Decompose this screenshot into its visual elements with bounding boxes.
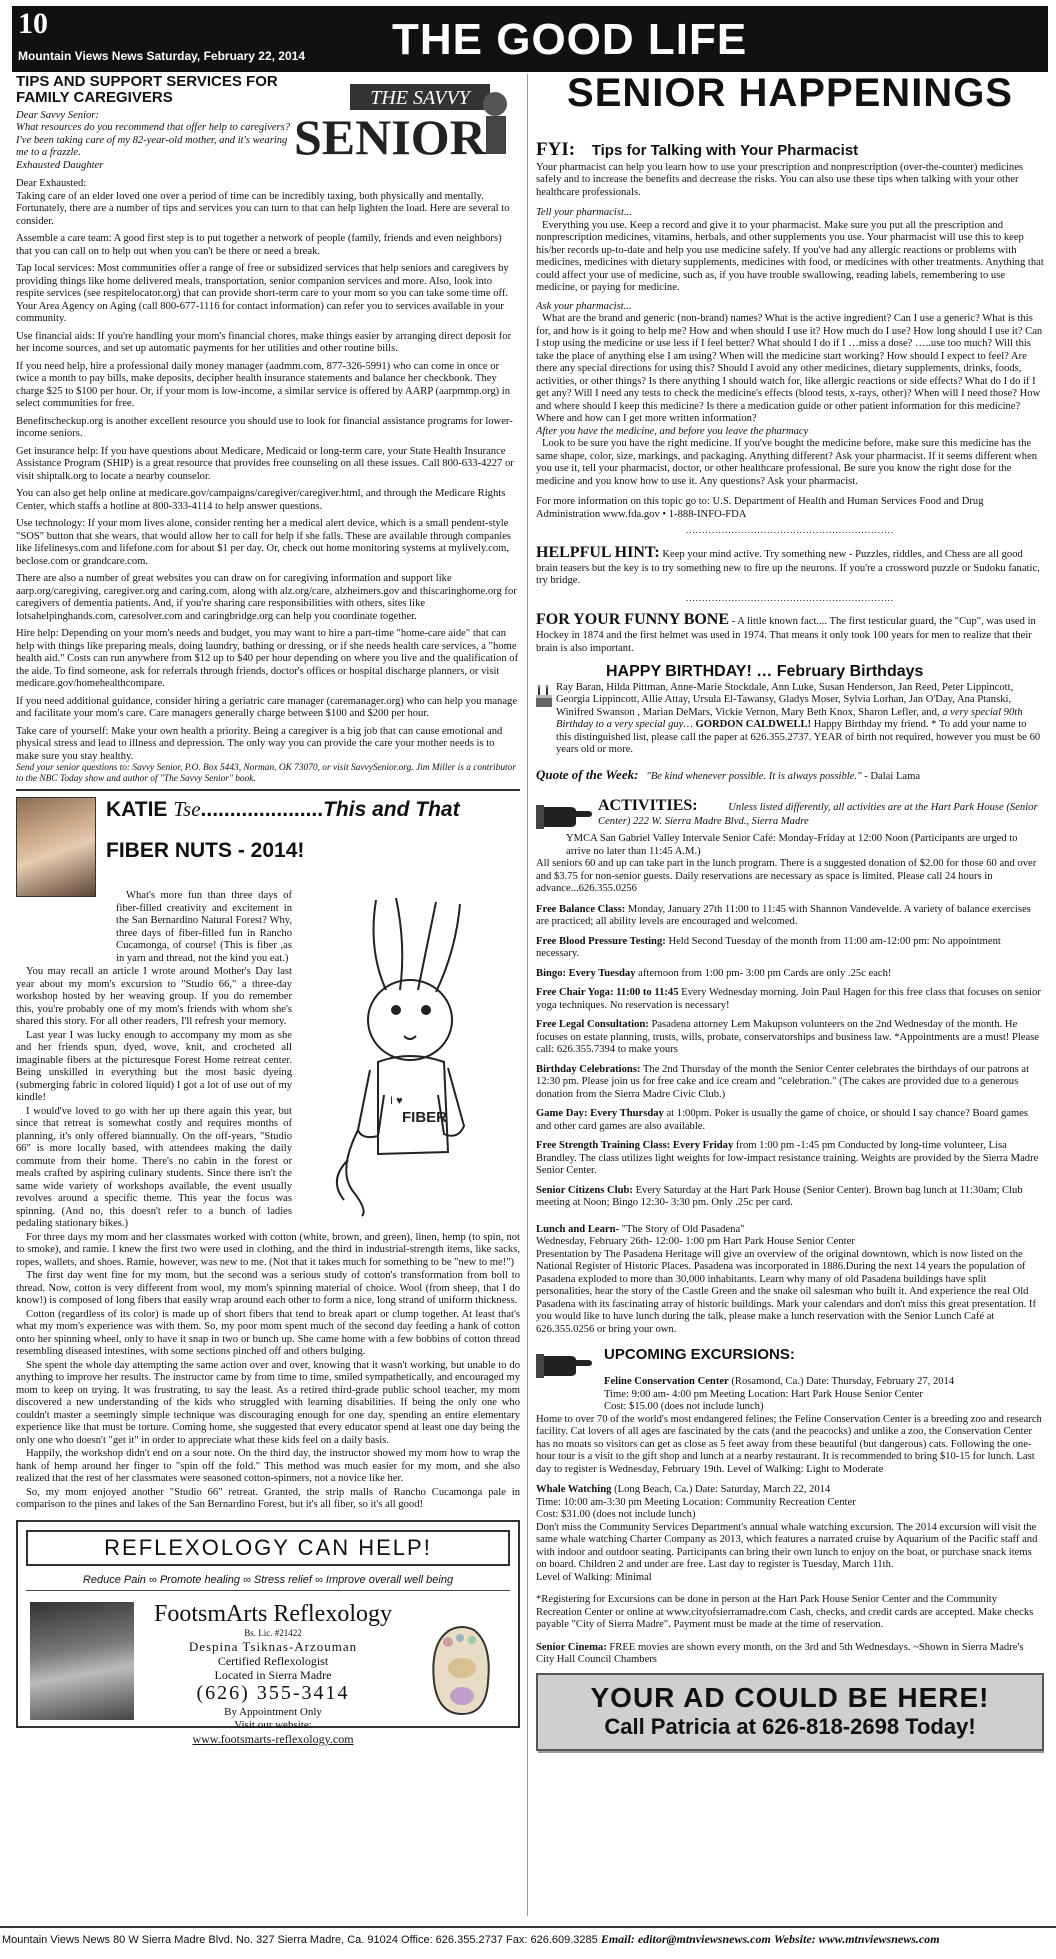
reflexologist-photo: [30, 1602, 134, 1720]
activities-note: Unless listed differently, all activities are at the Hart Park House (Senior Center) 222 W. Sierra Madre Blvd., Sierra Madre: [598, 802, 1038, 828]
location: Located in Sierra Madre: [214, 1668, 332, 1683]
quote-label: Quote of the Week:: [536, 766, 639, 782]
activities-header: [536, 797, 1044, 833]
page-number: 10: [18, 7, 48, 40]
author-tagline: Send your senior questions to: Savvy Senior, P.O. Box 5443, Norman, OK 73070, or visit SavvySenior.org. Jim Miller is a contributor to the NBC Today show and author of "The Savvy Senior" book.: [16, 763, 516, 785]
whale-label: Whale Watching: [536, 1484, 612, 1496]
whale-head: (Long Beach, Ca.) Date: Saturday, March 22, 2014 Time: 10:00 am-3:30 pm Meeting Location: Community Recreation Center Cost: $31.00 (does not include lunch): [536, 1484, 856, 1521]
paragraph: Take care of yourself: Make your own health a priority. Being a caregiver is a big job that can cause emotional and physical stress and lead to illness and depression. The only way you can provide the care your mother needs is to make sure you stay healthy.: [16, 725, 503, 762]
quote-text: "Be kind whenever possible. It is always possible.": [646, 770, 862, 782]
paragraph: Use financial aids: If you're handling your mom's financial chores, make things easier by arranging direct deposit for her income sources, and set up automatic payments for her utilities and other routine bills.: [16, 330, 512, 354]
hint-label: HELPFUL HINT:: [536, 543, 660, 561]
activity-item: [536, 987, 1044, 1012]
article-headline: FIBER NUTS - 2014!: [106, 839, 305, 863]
savvy-senior-article: [16, 74, 520, 785]
reflexology-ad[interactable]: [16, 1520, 520, 1746]
paragraph: You can also get help online at medicare.gov/campaigns/caregiver/caregiver.html, and through the Medicare Rights Center, which staffs a hotline at 800-333-4114 to help answer questions.: [16, 488, 506, 512]
svg-text:I ♥: I ♥: [390, 1095, 403, 1108]
column-divider: [527, 74, 528, 1916]
katie-article: [16, 795, 520, 1512]
activity-item: [536, 968, 1044, 981]
activity-label: Free Strength Training Class: Every Friday: [536, 1140, 734, 1152]
footer-rule: [0, 1926, 1056, 1928]
after-text: Look to be sure you have the right medicine. If you've bought the medicine before, make sure this medicine has the same shape, color, size, markings, and packaging. Anything different? Ask your pharmacist. If it seems different when you use it, tell your pharmacist, doctor, or other healthcare professional. Be sure you know the right dose for the medicine and you know how to use it. Any questions? Ask your pharmacist.: [536, 438, 1038, 487]
license-number: Bs. Lic. #21422: [244, 1628, 302, 1638]
tell-text: Everything you use. Keep a record and give it to your pharmacist. Make sure you put all the prescription and nonprescription medicines, vitamins, herbals, and other supplements you use. Your pharmacist will use this to keep his/her records up-to-date and help you use medicine safely. If you've had any allergic reactions or problems with medicines, medicines with dietary supplements, medicines with food, or medicines with other treatments. Anything that could affect your use of medicine, such as, if you have trouble swallowing, reading labels, remembering to use medicine, or paying for medicine.: [536, 219, 1044, 294]
divider: [16, 789, 520, 791]
cinema-text: FREE movies are shown every month, on the 3rd and 5th Wednesdays. ~Shown in Sierra Madre's City Hall Council Chambers: [536, 1641, 1024, 1666]
paragraph: I would've loved to go with her up there again this year, but since that retreat is somewhat costly and requires months of planning, it's only offered biannually. On the off-years, "Studio 66" is more locally based, with attendees making the daily commute from their home. There's no cabin in the forest or meals crafted by aspiring culinary students. Since there isn't the same wide variety of workshops available, the event usually revolves around a specific theme. This year the focus was spinning. (And no, this doesn't refer to a bunch of ladies pedaling stationary bikes.): [16, 1105, 292, 1230]
excursions-header: [536, 1346, 1044, 1376]
author-name: KATIE: [106, 798, 168, 822]
more-info: For more information on this topic go to: U.S. Department of Health and Human Services Food and Drug Administration www.fda.gov • 1-888-INFO-FDA: [536, 496, 984, 520]
activity-label: Senior Citizens Club:: [536, 1184, 633, 1196]
title-dots: .....................: [200, 798, 324, 822]
ad-tagline: Reduce Pain ∞ Promote healing ∞ Stress relief ∞ Improve overall well being: [26, 1574, 510, 1591]
ad-website-link[interactable]: www.footsmarts-reflexology.com: [192, 1731, 354, 1746]
activity-item: [536, 936, 1044, 961]
paragraph: You may recall an article I wrote around Mother's Day last year about my mom's excursion to "Studio 66," a three-day workshop hosted by her weaving group. If you do remember this, you're probably one of my mom's friends with whom she's shared this story. For all other readers, I'll refresh your memory.: [16, 966, 292, 1028]
senior-cinema: [536, 1642, 1044, 1667]
ymca-details: All seniors 60 and up can take part in the lunch program. There is a suggested donation of $2.00 for those 60 and over and $3.75 for non-senior guests. Daily reservations are necessary as space is limited. Please call 24 hours in advance...626.355.0256: [536, 858, 1037, 895]
practitioner-name: Despina Tsiknas-Arzouman: [188, 1638, 358, 1654]
activity-text: Every Wednesday morning. Join Paul Hagen for this free class that focuses on senior yoga techniques. No reservation is necessary!: [536, 987, 1041, 1011]
helpful-hint: [536, 544, 1044, 588]
birthday-cake-icon: [536, 683, 554, 709]
logo-top-text: THE SAVVY: [370, 87, 470, 109]
birthday-note: Happy Birthday my friend. * To add your name to this distinguished list, please call the paper at 626.355.2737. YEAR of birth not required, however you must be 60 years old or more.: [556, 719, 1041, 756]
whale-header: [536, 1484, 1044, 1522]
activity-text: Every Saturday at the Hart Park House (Senior Center). Brown bag lunch at 11:30am; Club meeting at Noon; Bingo 12:30- 3:30 pm. Only .25c per card.: [536, 1184, 1023, 1209]
letter-line: What resources do you recommend that offer help to caregivers? I've been taking care of my 82-year-old mother, and it's wearing me to a frazzle.: [16, 122, 291, 158]
ymca-cafe: YMCA San Gabriel Valley Intervale Senior Café: Monday-Friday at 12:00 Noon (Participants are urged to arrive no later than 11:45 A.M.): [566, 833, 1018, 857]
author-photo: [16, 797, 96, 897]
ad-phone: (626) 355-3414: [196, 1682, 350, 1705]
quote-author: - Dalai Lama: [864, 770, 921, 782]
birthday-names: Ray Baran, Hilda Pittman, Anne-Marie Stockdale, Ann Luke, Susan Henderson, Jan Reed, Peter Lippincott, Georgia Lippincott, Allie Attay, Ursula El-Tawansy, Gladys Moser, Sylvia Lorhan, Jan O'Day, Ana Ptanski, Winifred Swanson , Marian DeMars, Vickie Vernon, Mary Beth Knox, Sharon Lefler, and,: [556, 681, 1014, 718]
lunch-label: Lunch and Learn-: [536, 1223, 620, 1235]
funny-label: FOR YOUR FUNNY BONE: [536, 611, 730, 629]
shirt-text: FIBER: [402, 1109, 447, 1127]
activity-label: Free Balance Class:: [536, 903, 626, 915]
reader-letter: [16, 110, 296, 173]
right-column: [536, 70, 1044, 1920]
logo-bottom-text: SENIOR: [294, 109, 486, 162]
lunch-text: "The Story of Old Pasadena" Wednesday, February 26th- 12:00- 1:00 pm Hart Park House Senior Center Presentation by The Pasadena Heritage will give an overview of the original downtown, which is now listed on the National Register of Historic Places. Pasadena was incorporated in 1886.During the next 14 years the population of Pasadena exploded to more than 30,000 inhabitants. Learn why many of old Pasadena buildings have split personalities, hear the story of the Castle Green and the snake oil salesman who built it. And experience the real Old Pasadena with its fascinating array of historic buildings. Mark your calendars and don't miss this great presentation. If you would like to have lunch during the talk, please make a lunch reservation with the Senior Lunch Café at 626.355.0256 or bring your own.: [536, 1223, 1036, 1335]
paragraph: She spent the whole day attempting the same action over and over, knowing that it wasn't working, but unable to do anything to improve her results. The instructor came by from time to time, smiled sympathetically, and encouraged my mom to keep on trying. It was frustrating, to say the least. As a retired third-grade public school teacher, my mom discovered a new understanding of the kids who struggled with learning disabilities. If being the only one who couldn't master a seemingly simple technique was discouraging enough for one day, spending an entire elementary experience like that must be torture. Coming home, she suggested that every educator spend at least one day being the only one who doesn't "get it" in order to appreciate what these kids feel on a daily basis.: [16, 1359, 520, 1446]
cinema-label: Senior Cinema:: [536, 1641, 607, 1653]
activity-text: Pasadena attorney Lem Makupson volunteers on the 2nd Wednesday of the month. He focuses on estate planning, trusts, wills, probate, conservatorships and business law. *Appointments are a must! Please call: 626.355.7394 to make yours: [536, 1019, 1040, 1056]
excursions-title: UPCOMING EXCURSIONS:: [604, 1346, 795, 1364]
dotted-divider: ................................................................: [686, 592, 894, 603]
lunch-and-learn: [536, 1224, 1044, 1337]
paragraph: Benefitscheckup.org is another excellent resource you should use to look for financial assistance programs for lower-income seniors.: [16, 415, 513, 439]
article-title: TIPS AND SUPPORT SERVICES FOR FAMILY CAREGIVERS: [16, 74, 278, 106]
register-note: *Registering for Excursions can be done in person at the Hart Park House Senior Center and the Community Recreation Center or online at www.cityofsierramadre.com Cash, checks, and credit cards are accepted. Make checks payable "City of Sierra Madre". Payment must be made at the time of reservation.: [536, 1594, 1034, 1631]
footer-email[interactable]: Email: editor@mtnviewsnews.com: [600, 1932, 771, 1946]
ask-label: Ask your pharmacist...: [536, 300, 632, 312]
pointing-hand-icon: [536, 1346, 592, 1378]
after-label: After you have the medicine, and before you leave the pharmacy: [536, 425, 809, 437]
paragraph: Cotton (regardless of its color) is made up of short fibers that tend to break apart or clump together. At least that's what my mom's experience was with them. So, my poor mom spent much of the second day feeding a hank of cotton onto her spinning wheel, only to have it snap in two or bunch up. She came home with a few bobbins of cotton thread resembling diseased intestines, with some sections pinched off and others bulging.: [16, 1308, 520, 1358]
feline-text: Home to over 70 of the world's most endangered felines; the Feline Conservation Center is a breeding zoo and research facility. Cat lovers of all ages are fascinated by the cats (and the peacocks) and unlike a zoo, the Conservation Center has no moats so visitors can get as close as 5 feet away from these beautiful (but dangerous) cats. Following the one-hour tour is a visit to the gift shop and lunch at a nearby restaurant. It is recommended to bring $10-15 for lunch. Last day to register is Wednesday, February 19th. Level of Walking: Light to Moderate: [536, 1413, 1042, 1475]
masthead: [12, 6, 1048, 72]
hint-text: Keep your mind active. Try something new - Puzzles, riddles, and Chess are all good brain teasers but the key is to try something new to fire up the neurons. If you're a crossword puzzle or Sudoku fanatic, try bridge.: [536, 548, 1040, 587]
website-label: Visit our website:: [234, 1718, 312, 1731]
foot-map-icon: [420, 1622, 504, 1720]
column-title: [106, 797, 460, 823]
funny-bone: FOR YOUR FUNNY BONE - A little known fact.... The first testicular guard, the "Cup", was used in Hockey in 1874 and the first helmet was used in 1974. That means it only took 100 years for men to realize that their brain is also important.: [536, 611, 1036, 654]
activity-item: [536, 904, 1044, 929]
paragraph: Assemble a care team: A good first step is to put together a network of people (family, friends and even neighbors) that you can call on to help out when you can't be there or need a break.: [16, 233, 502, 257]
quote-of-week: [536, 767, 1044, 784]
fyi-title: Tips for Talking with Your Pharmacist: [591, 142, 859, 160]
senior-happenings-title: SENIOR HAPPENINGS: [567, 71, 1013, 115]
birthday-title: HAPPY BIRTHDAY! … February Birthdays: [606, 663, 924, 681]
paragraph: If you need additional guidance, consider hiring a geriatric care manager (caremanager.org) who can help you manage and facilitate your mom's care. Care managers generally charge between $100 and $200 per hour.: [16, 695, 518, 719]
activity-list: [536, 904, 1044, 1210]
birthday-honoree: GORDON CALDWELL!: [695, 719, 812, 731]
letter-line: Dear Savvy Senior:: [16, 109, 99, 121]
activity-item: [536, 1019, 1044, 1057]
funny-text: A little known fact.... The first testicular guard, the "Cup", was used in Hockey in 1874 and the first helmet was used in 1974. That means it only took 100 years for men to realize that their brain is also important.: [536, 616, 1036, 654]
fyi-intro: Your pharmacist can help you learn how to use your prescription and nonprescription (over-the-counter) medicines safely and to increase the benefits and decrease the risks. You can also use these tips when talking with your other healthcare professionals.: [536, 161, 1024, 198]
feline-label: Feline Conservation Center: [604, 1376, 729, 1388]
activity-label: Game Day: Every Thursday: [536, 1108, 664, 1120]
savvy-senior-logo: [290, 80, 516, 162]
paragraph: If you need help, hire a professional daily money manager (aadmm.com, 877-326-5991) who can come in once or twice a month to pay bills, make deposits, decipher health insurance statements and balance her checkbook. They charge $25 to $100 per hour. Or, if your mom is low-income, a similar service is offered by AARP (aarpmmp.org) in select communities for free.: [16, 360, 511, 409]
section-title: THE GOOD LIFE: [392, 15, 748, 64]
letter-line: Exhausted Daughter: [16, 159, 104, 171]
appointment-note: By Appointment Only: [224, 1705, 322, 1718]
activity-label: Free Chair Yoga: 11:00 to 11:45: [536, 987, 679, 999]
footer-address: Mountain Views News 80 W Sierra Madre Blvd. No. 327 Sierra Madre, Ca. 91024 Office: 626.355.2737 Fax: 626.609.3285: [2, 1934, 598, 1946]
paragraph: Dear Exhausted: Taking care of an elder loved one over a period of time can be incredibly taxing, both physically and mentally. Fortunately, there are a number of tips and services you can turn to that can help lighten the load. Here are several to consider.: [16, 178, 510, 227]
ad-details: [153, 1600, 393, 1746]
birthday-list: [556, 682, 1044, 757]
activity-item: [536, 1064, 1044, 1102]
ad-contact: Call Patricia at 626-818-2698 Today!: [604, 1713, 976, 1739]
paragraph: For three days my mom and her classmates worked with cotton (white, brown, and green), linen, hemp (to spin, not to smoke), and ramie. I knew the first two were used in clothing, and the third in industrial-strength items, like sacks, ropes, wallets, and shoes. Ramie, however, was new to me. (Not that it takes much for something to be "new to me!"): [16, 1231, 520, 1268]
whale-text: Don't miss the Community Services Department's annual whale watching excursion. The 2014 excursion will visit the same whale watching Charter Company as 2013, which features a narrated cruise by Aquarium of the Pacific staff and with indoor and outdoor seating. Participants can bring their own lunch to enjoy on the boat, or purchase snack items on board. Children 2 and under are free. Last day to register is Tuesday, March 11th. Level of Walking: Minimal: [536, 1521, 1038, 1583]
activity-label: Free Blood Pressure Testing:: [536, 935, 666, 947]
ask-text: What are the brand and generic (non-brand) names? What is the active ingredient? Can I use a generic? What is this for, and how is it going to help me? How and when should I use it? How much do I use? How long should I use it? Can I stop using the medicine or use less if I feel better? What should I do if I …miss a dose? …..use too much? Will this take the place of anything else I am using? When will the medicine start working? How should I expect to feel? Are there any special directions for using this? Should I avoid any other medicines, dietary supplements, drinks, foods, activities, or other things? Is there anything I should watch for, like allergic reactions or side effects? What do I do if I get any? Will I need any tests to check the medicine's effects (blood tests, x-rays, other)? When will I need those? How and where should I keep this medicine? Is there a medication guide or other patient information for this medicine? Where and how can I get more written information?: [536, 313, 1043, 425]
activity-text: from 1:00 pm -1:45 pm Conducted by long-time volunteer, Lisa Brandley. The class utilizes light weights for low-impact resistance training. Weights are provided by the Sierra Madre Senior Center.: [536, 1140, 1039, 1177]
author-surname: Tse: [173, 797, 201, 822]
left-column: [16, 74, 520, 1919]
activity-label: Bingo: Every Tuesday: [536, 967, 636, 979]
paragraph: Happily, the workshop didn't end on a sour note. On the third day, the instructor showed my mom how to wrap the hank of hemp around her finger to "spin off the fold." This method was much easier for my mom, and she also realized that the rest of her classmates were seasoned cotton-spinners, not a novice like her.: [16, 1448, 520, 1485]
feline-head: (Rosamond, Ca.) Date: Thursday, February 27, 2014 Time: 9:00 am- 4:00 pm Meeting Location: Hart Park House Senior Center Cost: $15.00 (does not include lunch): [604, 1376, 955, 1413]
activity-text: Monday, January 27th 11:00 to 11:45 with Shannon Vandevelde. A variety of balance exercises are practiced; all ability levels are encouraged and welcomed.: [536, 903, 1031, 928]
date-line: Mountain Views News Saturday, February 22, 2014: [18, 49, 305, 63]
tell-label: Tell your pharmacist...: [536, 207, 632, 219]
paragraph: Last year I was lucky enough to accompany my mom as she and her friends spun, dyed, wove, knit, and crocheted all imaginable fibers at the picturesque Forest Home retreat center. Being unskilled in everything but the most basic dyeing (submerging fabric in colored liquid) I got a lot of use out of my kindle!: [16, 1029, 292, 1104]
dotted-divider: ................................................................: [686, 525, 894, 536]
activity-text: at 1:00pm. Poker is usually the game of choice, or should I say chance? Board games and other card games are also available.: [536, 1108, 1029, 1132]
activity-item: [536, 1140, 1044, 1178]
paragraph: The first day went fine for my mom, but the second was a serious study of cotton's transformation from boll to thread. Now, cotton is very different from wool, my mom's spinning material of choice. Wool (from sheep, that I do know!) is composed of long fibers that easily wrap around each other to form a nice, long strand of uniform thickness.: [16, 1270, 520, 1307]
katie-header: [16, 795, 520, 890]
activity-text: Held Second Tuesday of the month from 11:00 am-12:00 pm: No appointment necessary.: [536, 935, 1001, 960]
katie-body: [16, 890, 520, 1512]
birthdays: [536, 663, 1044, 757]
activities-title: ACTIVITIES:: [598, 797, 698, 815]
activity-item: [536, 1108, 1044, 1133]
column-name: This and That: [323, 798, 460, 822]
footer-website[interactable]: Website: www.mtnviewsnews.com: [773, 1932, 940, 1946]
certification: Certified Reflexologist: [217, 1653, 329, 1668]
fiber-rabbit-illustration: [298, 890, 520, 1220]
paragraph: There are also a number of great websites you can draw on for caregiving information and support like aarp.org/caregiving, caregiver.org and caring.com, along with alz.org/care, alzheimers.gov and thiscaringhome.org for caregivers of dementia patients. And, if you're sharing care responsibilities with others, sites like lotsahelpinghands.com, caresolver.com and caringbridge.org can help you coordinate together.: [16, 573, 517, 622]
ad-headline: YOUR AD COULD BE HERE!: [590, 1681, 990, 1713]
paragraph: Use technology: If your mom lives alone, consider renting her a medical alert device, which is a small pendent-style "SOS" button that she wears, that would allow her to call for help if she falls. These are available through companies like lifelinesys.com and lifefone.com for about $1 per day. Or, check out home monitoring systems at mylively.com, beclose.com or grandcare.com.: [16, 518, 512, 567]
activity-text: afternoon from 1:00 pm- 3:00 pm Cards are only .25c each!: [638, 967, 892, 979]
paragraph: Tap local services: Most communities offer a range of free or subsidized services that help seniors and caregivers by providing things like home delivered meals, transportation, senior companion services and more. Also, look into respite services (see respitelocator.org) that can provide short-term care to your mom so you can take some time off. Your Area Agency on Aging (call 800-677-1116 for contact information) can refer you to services available in your community.: [16, 263, 509, 324]
fyi-heading: [536, 139, 1044, 161]
activity-item: [536, 1185, 1044, 1210]
feline-header: [536, 1376, 1044, 1414]
ad-placeholder[interactable]: [536, 1673, 1044, 1751]
business-name: FootsmArts Reflexology: [154, 1600, 392, 1627]
paragraph: Hire help: Depending on your mom's needs and budget, you may want to hire a part-time "home-care aide" that can help with things like preparing meals, doing laundry, bathing or dressing, or if she needs health care services, a "home health aid." Costs can run anywhere from $12 up to $40 per hour depending on where you live and the qualification of the aide. To find someone, ask for referrals through friends, doctor's offices or hospital discharge planners, or visit medicare.gov/homehealthcompare.: [16, 628, 519, 689]
activity-text: The 2nd Thursday of the month the Senior Center celebrates the birthdays of our patrons at 12:30 pm. Please join us for free cake and ice cream and "celebration." (The cakes are provided due to a generous donation from the Sierra Madre Civic Club.): [536, 1063, 1030, 1100]
activity-label: Free Legal Consultation:: [536, 1019, 649, 1031]
birthday-special: a very special 90th Birthday to a very special guy…: [556, 706, 1023, 731]
paragraph: Get insurance help: If you have questions about Medicare, Medicaid or long-term care, your State Health Insurance Assistance Program (SHIP) is a great resource that provides free counseling on all these issues. Call 800-633-4227 or visit shiptalk.org to locate a nearby counselor.: [16, 445, 514, 482]
paragraph: What's more fun than three days of fiber-filled creativity and excitement in the San Bernardino Natural Forest? Why, three days of fiber-filled fun in Rancho Cucamonga, of course! (This is fiber ,as in yarn and thread, not the kind you eat.): [116, 890, 292, 964]
paragraph: So, my mom enjoyed another "Studio 66" retreat. Granted, the strip malls of Rancho Cucamonga pale in comparison to the pines and lakes of the San Bernardino Forest, but it's all fiber, so it's all good!: [16, 1486, 520, 1511]
fyi-label: FYI:: [536, 139, 576, 161]
ad-headline: REFLEXOLOGY CAN HELP!: [26, 1530, 510, 1566]
pointing-hand-icon: [536, 797, 592, 829]
activity-label: Birthday Celebrations:: [536, 1063, 641, 1075]
footer: [0, 1932, 1056, 1947]
